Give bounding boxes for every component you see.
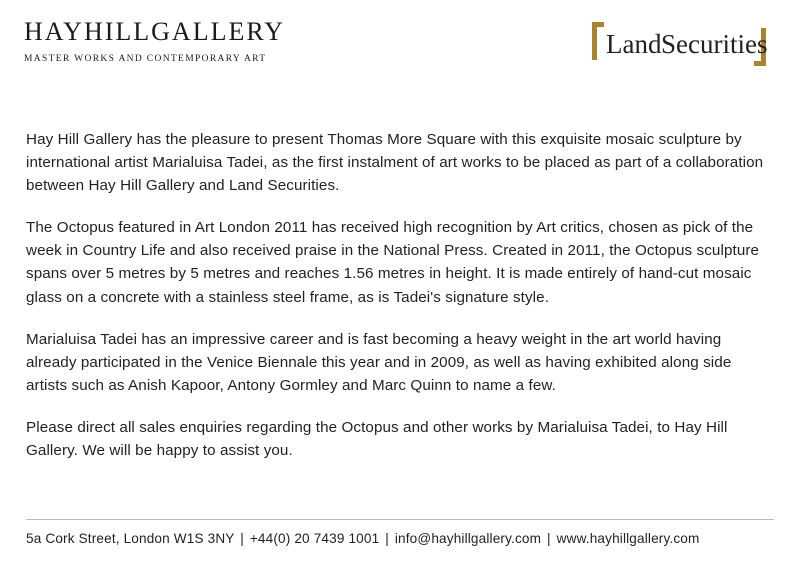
gallery-tagline: MASTER WORKS AND CONTEMPORARY ART bbox=[24, 53, 267, 64]
body-paragraph: Hay Hill Gallery has the pleasure to present Thomas More Square with this exquisite mosaic sculpture by international artist Marialuisa Tadei, as the first instalment of art works to be placed as part of a collaboration between Hay Hill Gallery and Land Securities. bbox=[26, 131, 764, 195]
footer-website[interactable]: www.hayhillgallery.com bbox=[556, 531, 700, 546]
footer-contact-line bbox=[26, 531, 774, 546]
footer-email[interactable]: info@hayhillgallery.com bbox=[394, 531, 542, 546]
footer-address: 5a Cork Street, London W1S 3NY bbox=[26, 531, 235, 546]
hay-hill-gallery-logo bbox=[24, 18, 285, 64]
land-securities-wordmark-land: Land bbox=[606, 29, 662, 59]
land-securities-wordmark-securities: Securities bbox=[661, 29, 768, 59]
body-paragraph: Please direct all sales enquiries regarding the Octopus and other works by Marialuisa Tadei, to Hay Hill Gallery. We will be happy to assist you. bbox=[26, 418, 728, 460]
footer-separator: | bbox=[547, 531, 551, 546]
document-body bbox=[26, 128, 774, 462]
document-footer bbox=[26, 519, 774, 546]
land-securities-bracket-left-icon bbox=[592, 22, 604, 60]
land-securities-logo bbox=[584, 20, 774, 68]
body-paragraph: The Octopus featured in Art London 2011 has received high recognition by Art critics, chosen as pick of the week in Country Life and also received praise in the National Press. Created in 2011, the Octopus sculpture spans over 5 metres by 5 metres and reaches 1.56 metres in height. It is made entirely of hand-cut mosaic glass on a concrete with a stainless steel frame, as is Tadei's signature style. bbox=[26, 219, 760, 306]
document-header bbox=[0, 0, 800, 95]
footer-divider bbox=[26, 519, 774, 520]
footer-separator: | bbox=[385, 531, 389, 546]
footer-separator: | bbox=[240, 531, 244, 546]
gallery-wordmark: HAYHILLGALLERY bbox=[24, 17, 286, 46]
footer-phone: +44(0) 20 7439 1001 bbox=[249, 531, 380, 546]
body-paragraph: Marialuisa Tadei has an impressive career and is fast becoming a heavy weight in the art world having already participated in the Venice Biennale this year and in 2009, as well as having exhibited along side artists such as Anish Kapoor, Antony Gormley and Marc Quinn to name a few. bbox=[26, 330, 732, 394]
